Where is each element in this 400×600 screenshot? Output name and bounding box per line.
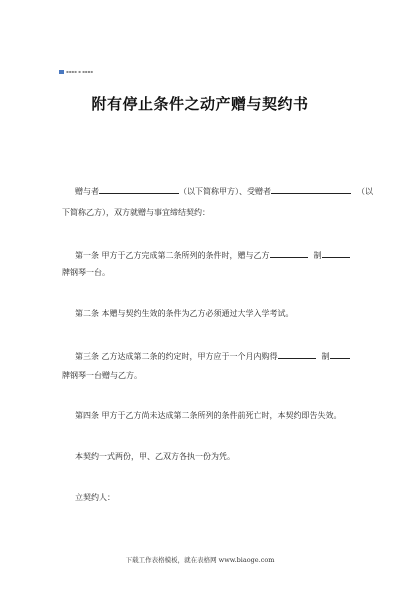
article-3-line-2: 牌钢琴一台赠与乙方。 <box>62 371 142 380</box>
article-1-model-blank <box>322 249 350 258</box>
donor-label: 赠与者 <box>75 187 99 196</box>
article-2-line: 第二条 本赠与契约生效的条件为乙方必须通过大学入学考试。 <box>75 309 294 318</box>
article-1-text-b: 制 <box>313 251 322 260</box>
article-3-text-a: 第三条 乙方达成第二条的约定时，甲方应于一个月内购得 <box>75 352 278 361</box>
header-logo <box>59 69 93 75</box>
donee-name-blank <box>271 185 351 194</box>
article-1-brand-blank <box>270 249 308 258</box>
copies-line: 本契约一式两份，甲、乙双方各执一份为凭。 <box>75 452 235 461</box>
article-3-line-1 <box>75 350 350 362</box>
signatory-label: 立契约人： <box>75 493 115 502</box>
donor-name-blank <box>99 185 179 194</box>
article-1-line-1 <box>75 249 350 261</box>
article-1-line-2: 牌钢琴一台。 <box>62 268 110 277</box>
parties-line-2: 下简称乙方），双方就赠与事宜缔结契约： <box>62 208 210 217</box>
donee-alias-text: （以 <box>357 187 373 196</box>
article-3-brand-blank <box>278 350 316 359</box>
document-title: 附有停止条件之动产赠与契约书 <box>91 95 309 113</box>
logo-icon <box>59 70 64 74</box>
article-1-text-a: 第一条 甲方于乙方完成第二条所列的条件时，赠与乙方 <box>75 251 270 260</box>
article-4-line: 第四条 甲方于乙方尚未达成第二条所列的条件前死亡时，本契约即告失效。 <box>75 411 342 420</box>
article-3-text-b: 制 <box>321 352 330 361</box>
article-3-model-blank <box>330 350 350 359</box>
footer-text: 下载工作表格模板，就在表格网 www.biaoge.com <box>125 556 275 564</box>
logo-text: ▪▪▪▪ ▪ ▪▪▪▪ <box>66 69 93 74</box>
donor-alias-text: （以下简称甲方）、受赠者 <box>179 187 271 196</box>
parties-line-1 <box>75 185 373 197</box>
